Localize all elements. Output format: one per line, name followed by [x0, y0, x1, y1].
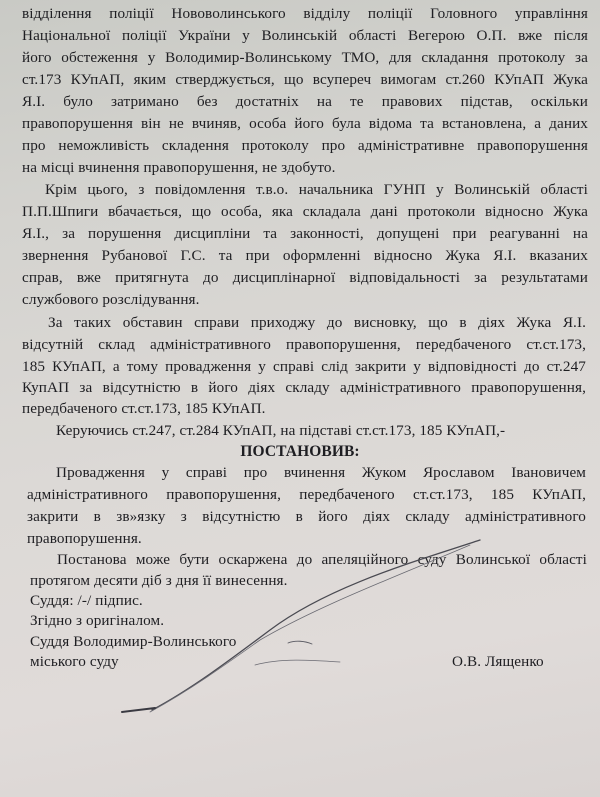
- paragraph2-line: П.П.Шпиги вбачається, що особа, яка складала дані протоколи відносно Жука: [22, 203, 588, 220]
- paragraph1-line: ст.173 КУпАП, яким стверджується, що всупереч вимогам ст.260 КУпАП Жука: [22, 71, 588, 88]
- judge-signed-note: Суддя: /-/ підпис.: [30, 592, 143, 609]
- paragraph2-line: справ, вже притягнута до дисциплінарної відповідальності за результатами: [22, 269, 588, 286]
- paragraph3-line: За таких обставин справи приходжу до висновку, що в діях Жука Я.І.: [48, 314, 586, 331]
- paragraph1-line: Національної поліції України у Волинській області Вегерою О.П. вже після: [22, 27, 588, 44]
- resolution-line: закрити в зв»язку з відсутністю в його діях складу адміністративного: [27, 508, 586, 525]
- paragraph2-line: Я.І., за порушення дисципліни та законності, допущені при реагуванні на: [22, 225, 588, 242]
- judge-title-line1: Суддя Володимир-Волинського: [30, 633, 237, 650]
- judge-name: О.В. Лященко: [452, 653, 544, 670]
- judge-title-line2: міського суду: [30, 653, 119, 670]
- resolution-line: Провадження у справі про вчинення Жуком Ярославом Івановичем: [56, 464, 586, 481]
- paragraph1-line: на місці вчинення правопорушення, не здобуто.: [22, 159, 336, 176]
- paragraph3-line: передбаченого ст.ст.173, 185 КУпАП.: [22, 400, 266, 417]
- paragraph2-line: Крім цього, з повідомлення т.в.о. начальника ГУНП у Волинській області: [45, 181, 588, 198]
- appeal-line: Постанова може бути оскаржена до апеляційного суду Волинської області: [57, 551, 587, 568]
- paragraph2-line: службового розслідування.: [22, 291, 200, 308]
- paragraph1-line: правопорушення він не вчиняв, особа його була відома та встановлена, а даних: [22, 115, 588, 132]
- resolved-heading: ПОСТАНОВИВ:: [240, 443, 360, 460]
- paragraph1-line: Я.І. було затримано без достатніх на те правових підстав, оскільки: [22, 93, 588, 110]
- paragraph1-line: відділення поліції Нововолинського відділу поліції Головного управління: [22, 5, 588, 22]
- paragraph1-line: про неможливість складення протоколу про адміністративне правопорушення: [22, 137, 588, 154]
- paragraph2-line: звернення Рубанової Г.С. та при оформленні відносно Жука Я.І. вказаних: [22, 247, 588, 264]
- resolution-line: адміністративного правопорушення, передбаченого ст.ст.173, 185 КУпАП,: [27, 486, 586, 503]
- guided-by-line: Керуючись ст.247, ст.284 КУпАП, на підставі ст.ст.173, 185 КУпАП,-: [56, 422, 506, 439]
- paragraph3-line: 185 КУпАП, а тому провадження у справі слід закрити у відповідності до ст.247: [22, 358, 586, 375]
- paragraph1-line: його обстеження у Володимир-Волинському ТМО, для складання протоколу за: [22, 49, 588, 66]
- resolution-line: правопорушення.: [27, 530, 142, 547]
- paragraph3-line: КупАП за відсутністю в його діях складу адміністративного правопорушення,: [22, 379, 586, 396]
- paragraph3-line: відсутній склад адміністративного правопорушення, передбаченого ст.ст.173,: [22, 336, 586, 353]
- appeal-line: протягом десяти діб з дня її винесення.: [30, 572, 288, 589]
- certified-note: Згідно з оригіналом.: [30, 612, 165, 629]
